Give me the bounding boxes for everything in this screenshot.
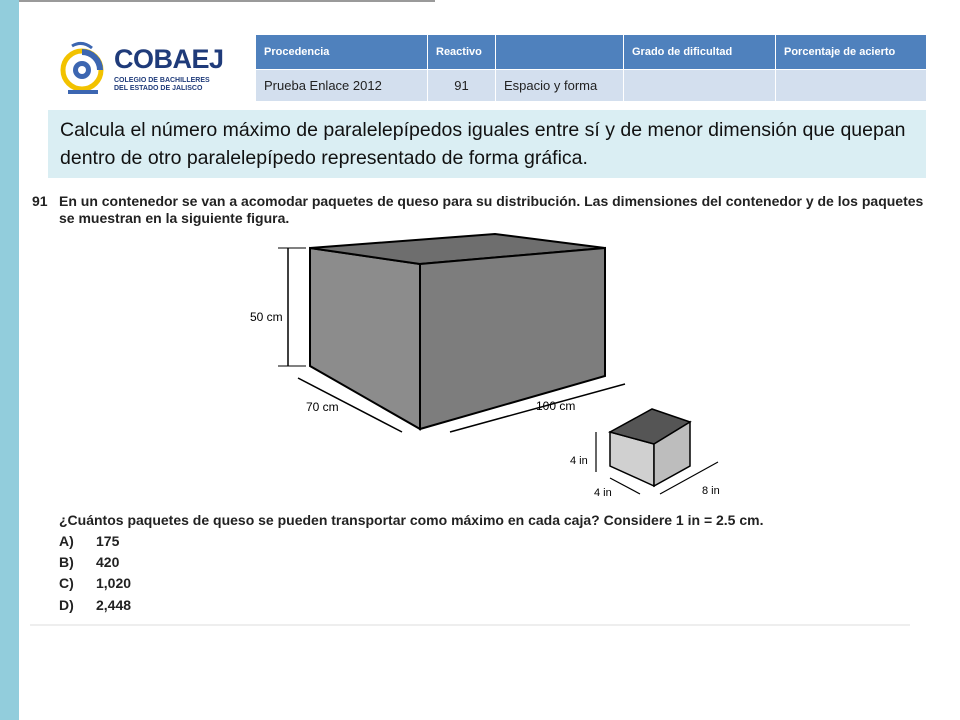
- header-reactivo: Reactivo: [428, 35, 496, 70]
- description-box: Calcula el número máximo de paralelepípedos iguales entre sí y de menor dimensión que quepan dentro de otro paralelepípedo representado de forma gráfica.: [48, 110, 926, 178]
- big-depth-label: 70 cm: [306, 400, 339, 414]
- cobaej-logo: [58, 38, 224, 100]
- header-blank: [496, 35, 624, 70]
- small-length-label: 8 in: [702, 485, 720, 497]
- option-c[interactable]: [59, 575, 131, 591]
- option-b[interactable]: [59, 554, 119, 570]
- info-table: [255, 34, 927, 102]
- option-value: 420: [96, 554, 120, 570]
- header-porcentaje: Porcentaje de acierto: [776, 35, 927, 70]
- cell-reactivo: 91: [428, 70, 496, 102]
- small-depth-label: 4 in: [594, 487, 612, 499]
- header-grado: Grado de dificultad: [624, 35, 776, 70]
- scan-edge: [30, 624, 910, 626]
- option-letter: D): [59, 597, 74, 613]
- cell-grado: [624, 70, 776, 102]
- option-value: 1,020: [96, 575, 132, 591]
- big-length-label: 100 cm: [536, 399, 576, 413]
- question-prompt: ¿Cuántos paquetes de queso se pueden transportar como máximo en cada caja? Considere 1 in = 2.5 cm.: [59, 512, 764, 528]
- top-divider: [19, 0, 435, 2]
- table-header-row: [256, 35, 927, 70]
- question-text: En un contenedor se van a acomodar paquetes de queso para su distribución. Las dimensiones del contenedor y de los paquetes se muestran en la siguiente figura.: [59, 193, 924, 226]
- option-value: 2,448: [96, 597, 132, 613]
- option-letter: A): [59, 533, 74, 549]
- logo-subtitle: COLEGIO DE BACHILLERES DEL ESTADO DE JALISCO: [114, 77, 210, 92]
- big-box-side: [420, 248, 605, 429]
- table-row: [256, 70, 927, 102]
- cell-tema: Espacio y forma: [496, 70, 624, 102]
- logo-name: COBAEJ: [114, 44, 224, 74]
- header-procedencia: Procedencia: [256, 35, 428, 70]
- cobaej-emblem-icon: [58, 38, 112, 100]
- option-letter: C): [59, 575, 74, 591]
- cell-procedencia: Prueba Enlace 2012: [256, 70, 428, 102]
- option-d[interactable]: [59, 597, 131, 613]
- box-figure: [240, 226, 760, 510]
- option-value: 175: [96, 533, 120, 549]
- option-a[interactable]: [59, 533, 119, 549]
- cell-porcentaje: [776, 70, 927, 102]
- question-number: 91: [32, 193, 48, 209]
- option-letter: B): [59, 554, 74, 570]
- small-height-label: 4 in: [570, 455, 588, 467]
- big-height-label: 50 cm: [250, 310, 283, 324]
- left-accent-bar: [0, 0, 19, 720]
